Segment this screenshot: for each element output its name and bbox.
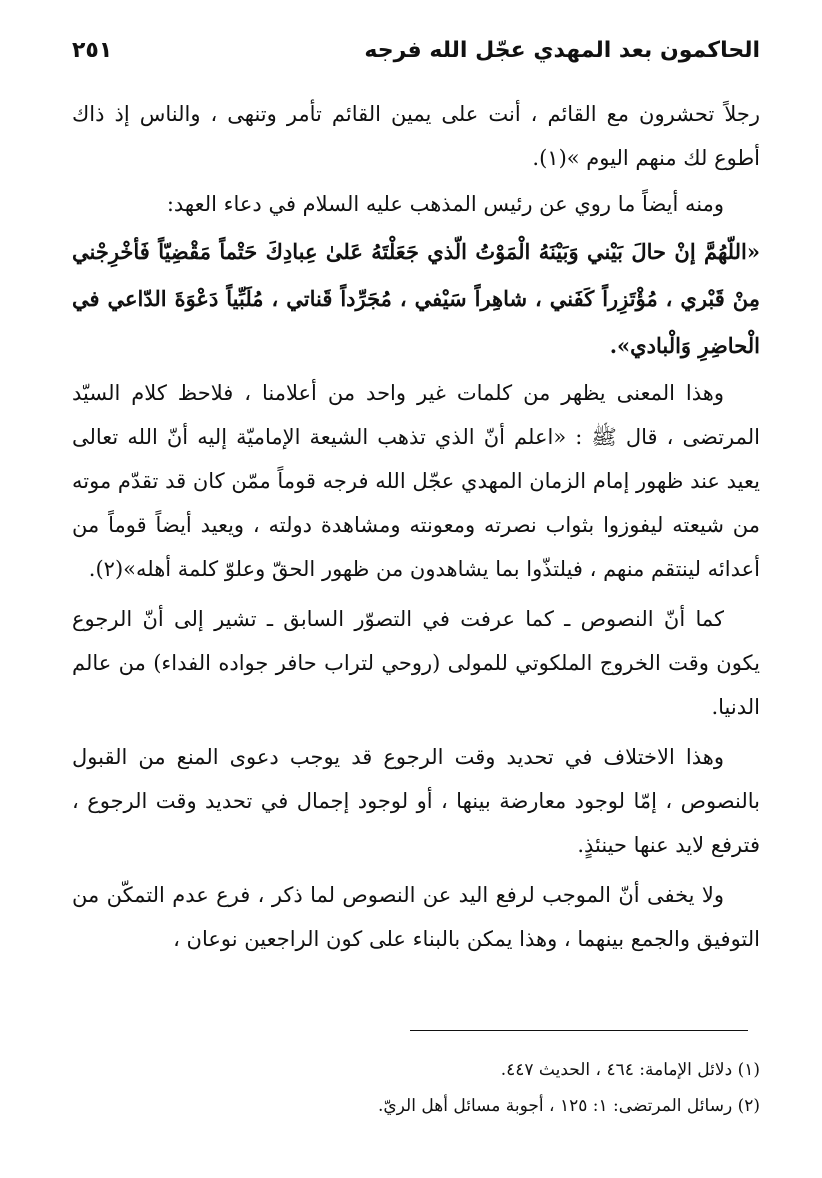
footnote-divider <box>410 1030 748 1031</box>
footnote: (٢) رسائل المرتضى: ١: ١٢٥ ، أجوبة مسائل أهل الريّ. <box>377 1096 760 1116</box>
footnotes <box>200 1052 760 1124</box>
prayer-quote: «اللّهُمَّ إنْ حالَ بَيْني وَبَيْنَهُ الْمَوْتُ الّذي جَعَلْتَهُ عَلىٰ عِبادِكَ حَتْماً مَقْضِيّاً فَأخْرِجْني مِنْ قَبْري ، مُؤْتَزِراً كَفَني ، شاهِراً سَيْفي ، مُجَرِّداً قَناتي ، مُلَبِّياً دَعْوَةَ الدّاعي في الْحاضِرِ وَالْبادي». <box>72 239 760 358</box>
main-text <box>72 92 760 963</box>
footnote: (١) دلائل الإمامة: ٤٦٤ ، الحديث ٤٤٧. <box>500 1060 760 1080</box>
paragraph: كما أنّ النصوص ـ كما عرفت في التصوّر السابق ـ تشير إلى أنّ الرجوع يكون وقت الخروج الملكوتي للمولى (روحي لتراب حافر جواده الفداء) من عالم الدنيا. <box>72 607 760 719</box>
running-title: الحاكمون بعد المهدي عجّل الله فرجه <box>364 37 760 63</box>
paragraph: وهذا المعنى يظهر من كلمات غير واحد من أعلامنا ، فلاحظ كلام السيّد المرتضى ، قال ﷺ : «اعلم أنّ الذي تذهب الشيعة الإماميّة إليه أنّ الله تعالى يعيد عند ظهور إمام الزمان المهدي عجّل الله فرجه قوماً ممّن كان قد تقدّم موته من شيعته ليفوزوا بثواب نصرته ومعونته ومشاهدة دولته ، ويعيد أيضاً قوماً من أعدائه لينتقم منهم ، فيلتذّوا بما يشاهدون من ظهور الحقّ وعلوّ كلمة أهله»(٢). <box>72 381 760 581</box>
paragraph: وهذا الاختلاف في تحديد وقت الرجوع قد يوجب دعوى المنع من القبول بالنصوص ، إمّا لوجود معارضة بينها ، أو لوجود إجمال في تحديد وقت الرجوع ، فترفع لايد عنها حينئذٍ. <box>72 745 760 857</box>
page-number: ٢٥١ <box>72 37 113 63</box>
paragraph: ولا يخفى أنّ الموجب لرفع اليد عن النصوص لما ذكر ، فرع عدم التمكّن من التوفيق والجمع بينهما ، وهذا يمكن بالبناء على كون الراجعين نوعان ، <box>72 883 760 951</box>
paragraph: ومنه أيضاً ما روي عن رئيس المذهب عليه السلام في دعاء العهد: <box>166 192 724 216</box>
paragraph: رجلاً تحشرون مع القائم ، أنت على يمين القائم تأمر وتنهى ، والناس إذ ذاك أطوع لك منهم اليوم »(١). <box>72 102 760 170</box>
page-header <box>72 30 760 70</box>
